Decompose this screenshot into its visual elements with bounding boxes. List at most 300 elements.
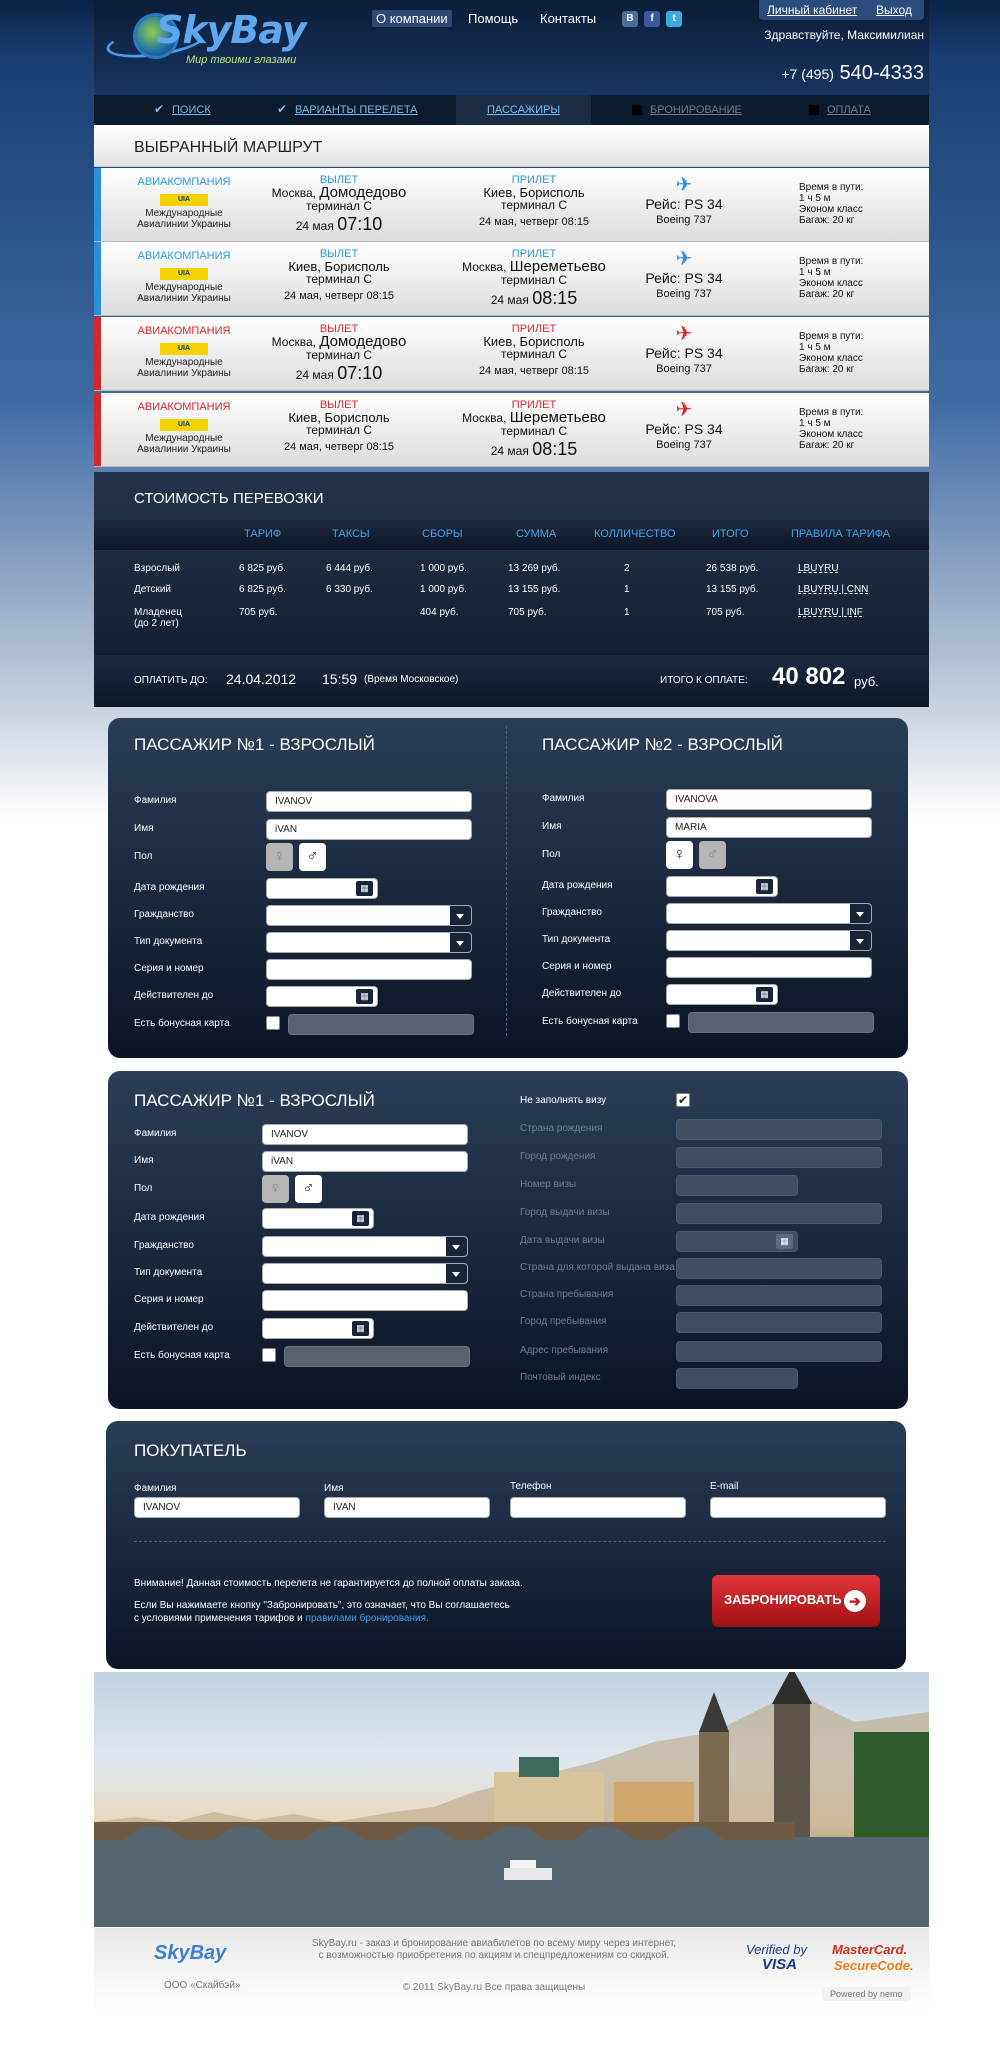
male-icon[interactable]: ♂ [299, 843, 326, 871]
departure-heading: ВЫЛЕТ [319, 248, 359, 260]
checkbox-icon [632, 105, 642, 115]
airline-col [124, 325, 244, 379]
site-footer [94, 1928, 929, 2013]
visa_pax-valid_until-date[interactable] [262, 1318, 374, 1339]
departure-city-prefix: Москва, [271, 335, 316, 349]
pax1-bonus-field[interactable] [288, 1014, 474, 1035]
nav-about[interactable]: О компании [372, 10, 452, 27]
flight-col [634, 399, 734, 451]
airline-col [124, 176, 244, 230]
cost-cell-type2: (до 2 лет) [134, 618, 179, 629]
cost-cell-tariff: 6 825 руб. [239, 563, 286, 574]
prague-photo [94, 1672, 929, 1927]
aircraft: Boeing 737 [656, 214, 712, 226]
flight-number: Рейс: PS 34 [645, 421, 723, 437]
plane-icon: ✈ [675, 248, 693, 270]
female-icon[interactable]: ♀ [666, 841, 693, 869]
airline-name: Международные Авиалинии Украины [137, 433, 231, 455]
visa-pax-title: ПАССАЖИР №1 - ВЗРОСЛЫЙ [134, 1091, 375, 1110]
arrival-time: 08:15 [532, 439, 578, 459]
logo-text: SkyBay [156, 8, 306, 52]
visa_pax-name-label: Имя [134, 1155, 154, 1166]
pax2-doc_number-field[interactable] [666, 957, 872, 978]
visa_pax-surname-label: Фамилия [134, 1128, 177, 1139]
arrival-col [454, 174, 614, 228]
buyer-name-field[interactable]: IVAN [324, 1497, 490, 1518]
pax1-valid_until-date[interactable] [266, 986, 378, 1007]
account-link[interactable]: Личный кабинет [767, 3, 858, 17]
logout-link[interactable]: Выход [876, 3, 912, 17]
cost-cell-tariff: 705 руб. [239, 607, 278, 618]
chevron-down-icon [456, 941, 464, 946]
pax1-bonus-label: Есть бонусная карта [134, 1018, 230, 1029]
duration-label: Время в пути: [799, 407, 864, 418]
flight-row[interactable] [94, 242, 929, 316]
pax2-doc_type-label: Тип документа [542, 934, 611, 945]
cost-cell-taxes: 6 444 руб. [326, 563, 373, 574]
pax1-doc_type-select[interactable] [266, 932, 472, 953]
arrival-terminal: терминал С [501, 347, 567, 361]
cost-cell-total: 13 155 руб. [706, 584, 759, 595]
departure-col [264, 323, 414, 384]
departure-city: Киев, Борисполь [288, 259, 390, 274]
visa-stay_city-label: Город пребывания [520, 1316, 607, 1327]
verified-visa-line2: VISA [762, 1956, 798, 1973]
pax2-title: ПАССАЖИР №2 - ВЗРОСЛЫЙ [542, 735, 783, 754]
greeting: Здравствуйте, Максимилиан [764, 28, 924, 42]
total-currency: руб. [854, 674, 879, 689]
route-header [94, 125, 929, 167]
plane-icon: ✈ [675, 399, 693, 421]
pax1-doc_number-field[interactable] [266, 959, 472, 980]
facebook-icon[interactable]: f [644, 11, 660, 27]
departure-col [264, 248, 414, 302]
baggage: Багаж: 20 кг [799, 289, 855, 300]
arrival-datetime: 24 мая, четверг 08:15 [478, 365, 590, 377]
flight-row[interactable] [94, 393, 929, 467]
airline-heading: АВИАКОМПАНИЯ [137, 250, 231, 262]
steps-bar [94, 95, 929, 125]
calendar-icon[interactable]: ▦ [756, 879, 773, 894]
pax1-surname-label: Фамилия [134, 795, 177, 806]
visa_pax-surname-field[interactable]: IVANOV [262, 1124, 468, 1145]
plane-icon: ✈ [675, 174, 693, 196]
flight-info [799, 182, 909, 226]
chevron-down-icon [456, 914, 464, 919]
pax1-doc_number-label: Серия и номер [134, 963, 204, 974]
flight-row[interactable] [94, 168, 929, 242]
aircraft: Boeing 737 [656, 439, 712, 451]
class: Эконом класс [799, 278, 863, 289]
visa_pax-doc_type-label: Тип документа [134, 1267, 203, 1278]
duration: 1 ч 5 м [799, 267, 831, 278]
calendar-icon[interactable]: ▦ [756, 987, 773, 1002]
flight-col [634, 248, 734, 300]
buyer-email-label: E-mail [710, 1481, 739, 1492]
arrival-time: 08:15 [532, 288, 578, 308]
departure-date: 24 мая [295, 219, 334, 233]
departure-city [264, 335, 414, 349]
departure-terminal: терминал С [306, 199, 372, 213]
verified-visa-line1: Verified by [746, 1942, 807, 1957]
visa-stay_address-label: Адрес пребывания [520, 1345, 609, 1356]
pax2-valid_until-label: Действителен до [542, 988, 622, 999]
cost-cell-taxes: 6 330 руб. [326, 584, 373, 595]
airline-heading: АВИАКОМПАНИЯ [137, 325, 231, 337]
buyer-agree-line1: Если Вы нажимаете кнопку "Забронировать", это означает, что Вы соглашаетесь [134, 1600, 510, 1611]
step-search[interactable] [154, 95, 211, 125]
logo-tagline: Мир твоими глазами [186, 54, 297, 66]
buyer-title: ПОКУПАТЕЛЬ [134, 1441, 247, 1460]
pay-timezone: (Время Московское) [364, 674, 459, 685]
airline-col [124, 401, 244, 455]
arrival-city [454, 260, 614, 274]
flight-color-bar [94, 242, 101, 315]
rules-link[interactable]: правилами бронирования. [305, 1613, 429, 1624]
pax1-birth-date[interactable] [266, 878, 378, 899]
pax2-birth-date[interactable] [666, 876, 778, 897]
visa-zip-label: Почтовый индекс [520, 1372, 601, 1383]
female-icon[interactable]: ♀ [262, 1175, 289, 1203]
departure-heading: ВЫЛЕТ [319, 174, 359, 186]
twitter-icon[interactable]: t [666, 11, 682, 27]
cost-title: СТОИМОСТЬ ПЕРЕВОЗКИ [134, 490, 324, 507]
arrival-terminal: терминал С [501, 198, 567, 212]
cost-cell-rules[interactable]: LBUYRU | CNN [798, 584, 869, 595]
cost-cell-rules[interactable]: LBUYRU | INF [798, 607, 863, 618]
pax2-valid_until-date[interactable] [666, 984, 778, 1005]
pax1-gender-label: Пол [134, 851, 153, 862]
departure-terminal: терминал С [306, 272, 372, 286]
buyer-name-label: Имя [324, 1483, 344, 1494]
arrival-airport: Шереметьево [509, 409, 606, 426]
pax1-name-field[interactable]: iVAN [266, 819, 472, 840]
airline-heading: АВИАКОМПАНИЯ [137, 401, 231, 413]
prague-illustration [94, 1672, 929, 1927]
cost-cell-fees: 404 руб. [420, 607, 459, 618]
baggage: Багаж: 20 кг [799, 215, 855, 226]
duration: 1 ч 5 м [799, 193, 831, 204]
arrival-datetime: 24 мая, четверг 08:15 [478, 216, 590, 228]
flight-row[interactable] [94, 317, 929, 391]
checkbox-icon [809, 105, 819, 115]
departure-city-prefix: Москва, [271, 186, 316, 200]
visa-birth_city-field[interactable] [676, 1147, 882, 1168]
calendar-icon[interactable]: ▦ [352, 1321, 369, 1336]
arrival-city-prefix: Москва, [462, 411, 507, 425]
pax2-doc_number-label: Серия и номер [542, 961, 612, 972]
step-label: ПАССАЖИРЫ [486, 104, 561, 116]
pax2-birth-label: Дата рождения [542, 880, 613, 891]
footer-copyright: © 2011 SkyBay.ru Все права защищены [402, 1982, 586, 1993]
visa_pax-bonus-field[interactable] [284, 1346, 470, 1367]
account-bar [759, 0, 924, 20]
col-qty: КОЛЛИЧЕСТВО [594, 528, 676, 540]
book-button-label: ЗАБРОНИРОВАТЬ [724, 1592, 842, 1607]
payment-summary [94, 655, 929, 707]
pax1-doc_type-label: Тип документа [134, 936, 203, 947]
mastercard-line2: SecureCode. [834, 1958, 914, 1973]
pax1-valid_until-label: Действителен до [134, 990, 214, 1001]
col-sum: СУММА [516, 528, 557, 540]
pax1-citizenship-label: Гражданство [134, 909, 194, 920]
step-payment [809, 95, 871, 125]
cost-cell-type: Взрослый [134, 563, 180, 574]
arrival-city: Киев, Борисполь [483, 185, 585, 200]
flight-color-bar [94, 393, 101, 466]
cost-cell-fees: 1 000 руб. [420, 563, 467, 574]
baggage: Багаж: 20 кг [799, 364, 855, 375]
pax1-citizenship-select[interactable] [266, 905, 472, 926]
calendar-icon[interactable]: ▦ [356, 881, 373, 896]
departure-datetime: 24 мая, четверг 08:15 [283, 441, 395, 453]
phone-code: +7 (495) [781, 66, 834, 82]
pax1-title: ПАССАЖИР №1 - ВЗРОСЛЫЙ [134, 735, 375, 754]
step-label: БРОНИРОВАНИЕ [650, 104, 742, 116]
visa_pax-valid_until-label: Действителен до [134, 1322, 214, 1333]
cost-cell-total: 26 538 руб. [706, 563, 759, 574]
pax2-name-label: Имя [542, 821, 562, 832]
baggage: Багаж: 20 кг [799, 440, 855, 451]
cost-cell-tariff: 6 825 руб. [239, 584, 286, 595]
cost-cell-type: Детский [134, 584, 172, 595]
buyer-surname-field[interactable]: IVANOV [134, 1497, 300, 1518]
visa-zip-field[interactable] [676, 1368, 798, 1389]
visa-issue_date-label: Дата выдачи визы [520, 1235, 605, 1246]
buyer-panel [106, 1421, 906, 1669]
chevron-down-icon [452, 1245, 460, 1250]
plane-icon: ✈ [675, 323, 693, 345]
total-label: ИТОГО К ОПЛАТЕ: [660, 675, 748, 686]
calendar-icon[interactable]: ▦ [356, 989, 373, 1004]
class: Эконом класс [799, 353, 863, 364]
phone-number: 540-4333 [839, 62, 924, 84]
visa_pax-doc_number-label: Серия и номер [134, 1294, 204, 1305]
cost-cell-qty: 2 [624, 563, 630, 574]
duration-label: Время в пути: [799, 182, 864, 193]
departure-city: Киев, Борисполь [288, 410, 390, 425]
visa-stay_country-field[interactable] [676, 1285, 882, 1306]
buyer-surname-label: Фамилия [134, 1483, 177, 1494]
aircraft: Boeing 737 [656, 363, 712, 375]
pax2-citizenship-select[interactable] [666, 903, 872, 924]
step-booking [632, 95, 742, 125]
flight-color-bar [94, 168, 101, 241]
departure-datetime [264, 363, 414, 384]
cost-cell-type: Младенец [134, 607, 182, 618]
visa_pax-gender-label: Пол [134, 1183, 153, 1194]
step-passengers[interactable] [456, 95, 591, 125]
duration-label: Время в пути: [799, 256, 864, 267]
arrival-col [454, 399, 614, 460]
col-tariff: ТАРИФ [244, 528, 282, 540]
flight-col [634, 323, 734, 375]
route-title: ВЫБРАННЫЙ МАРШРУТ [134, 139, 323, 156]
footer-desc2: с возможностью приобретения по акциям и спецпредложениям со скидкой. [318, 1950, 670, 1961]
arrival-airport: Шереметьево [509, 258, 606, 275]
pax2-gender-label: Пол [542, 849, 561, 860]
visa-issue_country-label: Страна для которой выдана виза [520, 1262, 675, 1273]
col-rules: ПРАВИЛА ТАРИФА [791, 528, 891, 540]
duration: 1 ч 5 м [799, 418, 831, 429]
arrival-heading: ПРИЛЕТ [511, 174, 557, 186]
departure-airport: Домодедово [319, 184, 407, 201]
cost-cell-sum: 13 269 руб. [508, 563, 561, 574]
visa-birth_city-label: Город рождения [520, 1151, 596, 1162]
check-icon: ✔ [154, 102, 165, 116]
cost-cell-sum: 13 155 руб. [508, 584, 561, 595]
cost-cell-rules[interactable]: LBUYRU [798, 563, 839, 574]
col-taxes: ТАКСЫ [332, 528, 370, 540]
buyer-agree-line2 [134, 1613, 429, 1624]
powered-by: Powered by nemo [822, 1987, 911, 2001]
buyer-divider [134, 1541, 886, 1542]
pay-date: 24.04.2012 [226, 671, 297, 687]
male-icon[interactable]: ♂ [699, 841, 726, 869]
pax2-bonus-checkbox[interactable] [666, 1014, 680, 1028]
cost-cell-sum: 705 руб. [508, 607, 547, 618]
pax2-bonus-label: Есть бонусная карта [542, 1016, 638, 1027]
duration: 1 ч 5 м [799, 342, 831, 353]
arrival-city [454, 411, 614, 425]
pay-time: 15:59 [322, 671, 358, 687]
arrival-heading: ПРИЛЕТ [511, 399, 557, 411]
cost-cell-qty: 1 [624, 584, 630, 595]
visa_pax-birth-date[interactable] [262, 1208, 374, 1229]
departure-terminal: терминал С [306, 348, 372, 362]
pax2-bonus-field[interactable] [688, 1012, 874, 1033]
arrival-datetime [454, 439, 614, 460]
visa_pax-bonus-label: Есть бонусная карта [134, 1350, 230, 1361]
vk-icon[interactable]: В [622, 11, 638, 27]
col-fees: СБОРЫ [422, 528, 463, 540]
visa-birth_country-field[interactable] [676, 1119, 882, 1140]
arrival-city: Киев, Борисполь [483, 334, 585, 349]
pax1-birth-label: Дата рождения [134, 882, 205, 893]
buyer-warning: Внимание! Данная стоимость перелета не гарантируется до полной оплаты заказа. [134, 1578, 523, 1589]
cost-table-header [94, 520, 929, 550]
calendar-icon[interactable]: ▦ [352, 1211, 369, 1226]
step-label: ПОИСК [172, 104, 211, 116]
airline-name: Международные Авиалинии Украины [137, 282, 231, 304]
visa-issue_date-date[interactable] [676, 1231, 798, 1252]
pax2-surname-label: Фамилия [542, 793, 585, 804]
arrow-right-icon: ➔ [844, 1590, 866, 1612]
calendar-icon[interactable]: ▦ [776, 1234, 793, 1249]
book-button[interactable] [712, 1575, 880, 1627]
arrival-col [454, 323, 614, 377]
panel-divider [506, 726, 507, 1036]
departure-time: 07:10 [337, 363, 383, 383]
nav-help[interactable]: Помощь [468, 11, 519, 26]
visa-visa_number-label: Номер визы [520, 1179, 577, 1190]
pay-until-label: ОПЛАТИТЬ ДО: [134, 675, 208, 686]
flight-number: Рейс: PS 34 [645, 196, 723, 212]
pax1-surname-field[interactable]: IVANOV [266, 791, 472, 812]
flight-info [799, 256, 909, 300]
airline-logo: UIA [160, 194, 208, 206]
mastercard-line1: MasterCard. [832, 1942, 908, 1957]
step-label: ОПЛАТА [827, 104, 871, 116]
total-amount: 40 802 [772, 663, 846, 690]
airline-logo: UIA [160, 419, 208, 431]
visa-stay_country-label: Страна пребывания [520, 1289, 614, 1300]
nav-contacts[interactable]: Контакты [540, 11, 597, 26]
aircraft: Boeing 737 [656, 288, 712, 300]
visa-birth_country-label: Страна рождения [520, 1123, 603, 1134]
departure-terminal: терминал С [306, 423, 372, 437]
logo[interactable] [106, 6, 326, 66]
visa_pax-bonus-checkbox[interactable] [262, 1348, 276, 1362]
cost-cell-qty: 1 [624, 607, 630, 618]
pax2-surname-field[interactable]: IVANOVA [666, 789, 872, 810]
pax2-name-field[interactable]: MARIA [666, 817, 872, 838]
airline-col [124, 250, 244, 304]
visa_pax-doc_number-field[interactable] [262, 1290, 468, 1311]
passengers-panel [108, 718, 908, 1058]
departure-heading: ВЫЛЕТ [319, 323, 359, 335]
female-icon[interactable]: ♀ [266, 843, 293, 871]
no-visa-checkbox[interactable]: ✔ [677, 1093, 689, 1107]
airline-name: Международные Авиалинии Украины [137, 208, 231, 230]
agree-text: с условиями применения тарифов и [134, 1613, 303, 1624]
visa_pax-citizenship-select[interactable] [262, 1236, 468, 1257]
footer-logo[interactable]: SkyBay [154, 1942, 227, 1964]
arrival-terminal: терминал С [501, 273, 567, 287]
visa_pax-birth-label: Дата рождения [134, 1212, 205, 1223]
pax1-bonus-checkbox[interactable] [266, 1016, 280, 1030]
departure-datetime: 24 мая, четверг 08:15 [283, 290, 395, 302]
pax2-citizenship-label: Гражданство [542, 907, 602, 918]
visa-issue_city-field[interactable] [676, 1203, 882, 1224]
footer-company: ООО «Скайбэй» [164, 1980, 241, 1991]
col-total: ИТОГО [712, 528, 749, 540]
pax2-doc_type-select[interactable] [666, 930, 872, 951]
visa_pax-name-field[interactable]: iVAN [262, 1151, 468, 1172]
departure-city [264, 186, 414, 200]
buyer-phone-label: Телефон [510, 1481, 552, 1492]
footer-desc1: SkyBay.ru - заказ и бронирование авиабилетов по всему миру через интернет, [311, 1938, 677, 1949]
visa-panel [108, 1071, 908, 1409]
visa_pax-doc_type-select[interactable] [262, 1263, 468, 1284]
departure-airport: Домодедово [319, 333, 407, 350]
step-variants[interactable] [277, 95, 418, 125]
arrival-terminal: терминал С [501, 424, 567, 438]
departure-datetime [264, 214, 414, 235]
arrival-col [454, 248, 614, 309]
visa-issue_country-field[interactable] [676, 1258, 882, 1279]
buyer-email-field[interactable] [710, 1497, 886, 1518]
site-header [94, 0, 929, 95]
class: Эконом класс [799, 204, 863, 215]
flight-color-bar [94, 317, 101, 390]
phone [694, 62, 924, 85]
airline-logo: UIA [160, 268, 208, 280]
flight-number: Рейс: PS 34 [645, 270, 723, 286]
chevron-down-icon [856, 939, 864, 944]
class: Эконом класс [799, 429, 863, 440]
buyer-phone-field[interactable] [510, 1497, 686, 1518]
departure-date: 24 мая [295, 368, 334, 382]
visa-visa_number-field[interactable] [676, 1175, 798, 1196]
departure-col [264, 399, 414, 453]
visa-stay_city-field[interactable] [676, 1312, 882, 1333]
flight-info [799, 407, 909, 451]
arrival-date: 24 мая [490, 444, 529, 458]
arrival-heading: ПРИЛЕТ [511, 323, 557, 335]
male-icon[interactable]: ♂ [295, 1175, 322, 1203]
visa-stay_address-field[interactable] [676, 1341, 882, 1362]
